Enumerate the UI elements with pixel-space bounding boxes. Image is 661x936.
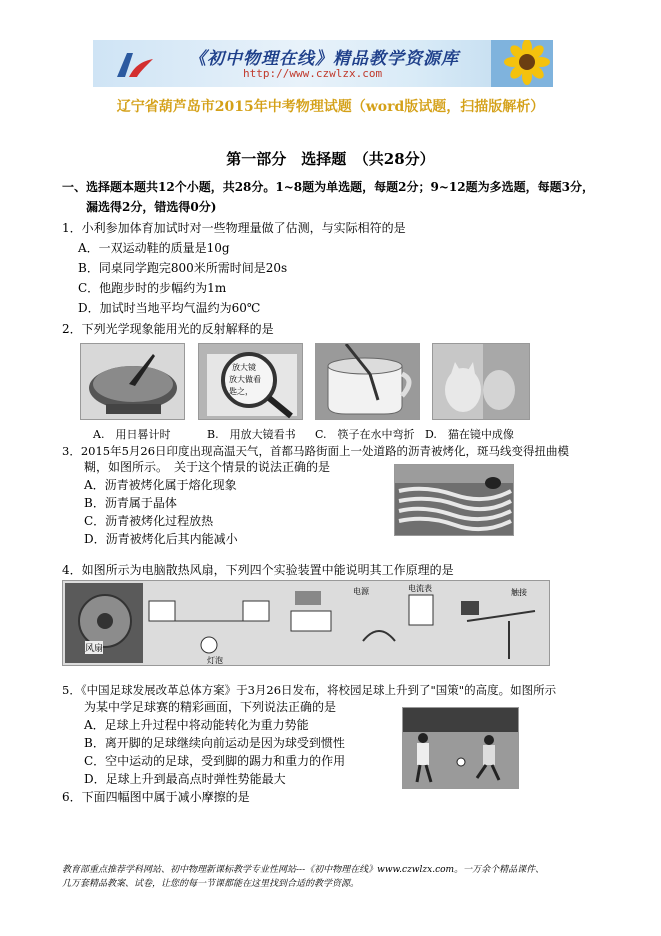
ammeter-label: 电流表: [408, 584, 432, 593]
sunflower-icon: [491, 40, 553, 87]
banner-title: 《初中物理在线》精品教学资源库: [189, 49, 459, 69]
electromagnet-experiments-icon: [63, 581, 549, 665]
sundial-icon: [81, 344, 184, 419]
chopsticks-photo: [315, 343, 420, 420]
magnifier-text-1: 放大镜: [232, 363, 256, 372]
instructions-line-1: 一、选择题本题共12个小题，共28分。1~8题为单选题，每题2分；9~12题为多选题，每题3分，: [62, 180, 594, 194]
contact-label: 触接: [511, 588, 527, 597]
q3-stem-line-1: 3．2015年5月26日印度出现高温天气，首都马路街面上一处道路的沥青被烤化，斑马线变得扭曲模: [62, 444, 570, 458]
sundial-photo: [80, 343, 185, 420]
q3-option-a: A．沥青被烤化属于熔化现象: [84, 478, 237, 492]
q1-stem: 1．小利参加体育加试时对一些物理量做了估测，与实际相符的是: [62, 221, 406, 235]
q6-stem: 6．下面四幅图中属于减小摩擦的是: [62, 790, 250, 804]
q3-option-d: D．沥青被烤化后其内能减小: [84, 532, 238, 546]
magnifier-text-2: 放大做看: [229, 375, 261, 384]
q3-option-b: B．沥青属于晶体: [84, 496, 177, 510]
power-source-label: 电源: [353, 587, 369, 596]
q5-stem-line-1: 5．《中国足球发展改革总体方案》于3月26日发布，将校园足球上升到了"国策"的高度。如图所示: [62, 683, 557, 697]
q5-option-b: B．离开脚的足球继续向前运动是因为球受到惯性: [84, 736, 345, 750]
asphalt-road-photo: [394, 464, 514, 536]
fan-experiments-figure: [62, 580, 550, 666]
q3-option-c: C．沥青被烤化过程放热: [84, 514, 214, 528]
footer-line-2: 几万套精品教案、试卷，让您的每一节课都能在这里找到合适的教学资源。: [62, 879, 360, 889]
cup-chopsticks-icon: [316, 344, 419, 419]
q5-stem-line-2: 为某中学足球赛的精彩画面，下列说法正确的是: [84, 700, 337, 714]
q5-option-c: C．空中运动的足球，受到脚的踢力和重力的作用: [84, 754, 346, 768]
melted-zebra-crossing-icon: [395, 465, 513, 535]
q2-caption-a: A. 用日晷计时: [93, 428, 171, 441]
q1-option-c: C．他跑步时的步幅约为1m: [78, 281, 227, 295]
q1-option-d: D．加试时当地平均气温约为60℃: [78, 301, 261, 315]
site-logo-icon: [113, 47, 155, 81]
q3-stem-line-2: 糊，如图所示。 关于这个情景的说法正确的是: [84, 460, 331, 474]
q2-stem: 2．下列光学现象能用光的反射解释的是: [62, 322, 274, 336]
football-players-icon: [403, 708, 518, 788]
document-title: 辽宁省葫芦岛市2015年中考物理试题（word版试题，扫描版解析）: [116, 99, 545, 115]
q2-caption-b: B. 用放大镜看书: [207, 428, 296, 441]
q5-option-a: A．足球上升过程中将动能转化为重力势能: [84, 718, 309, 732]
magnifier-photo: [198, 343, 303, 420]
q1-option-a: A．一双运动鞋的质量是10g: [78, 241, 230, 255]
instructions-line-2: 漏选得2分，错选得0分): [86, 200, 217, 214]
football-match-photo: [402, 707, 519, 789]
q4-stem: 4．如图所示为电脑散热风扇，下列四个实验装置中能说明其工作原理的是: [62, 563, 454, 577]
q1-option-b: B．同桌同学跑完800米所需时间是20s: [78, 261, 288, 275]
section-heading: 第一部分 选择题 （共28分）: [226, 150, 435, 168]
fan-label: 风扇: [85, 641, 103, 654]
q2-caption-d: D. 猫在镜中成像: [425, 428, 514, 441]
q5-option-d: D．足球上升到最高点时弹性势能最大: [84, 772, 286, 786]
q2-caption-c: C. 筷子在水中弯折: [315, 428, 415, 441]
cat-icon: [433, 344, 529, 419]
site-banner: [93, 40, 553, 87]
cat-mirror-photo: [432, 343, 530, 420]
magnifier-text-3: 匙之，: [229, 387, 253, 396]
bulb-label: 灯泡: [207, 656, 223, 665]
banner-url[interactable]: http://www.czwlzx.com: [243, 67, 383, 80]
footer-line-1: 教育部重点推荐学科网站、初中物理新课标教学专业性网站---《初中物理在线》www.czwlzx.com。一万余个精品课件、: [62, 865, 545, 875]
